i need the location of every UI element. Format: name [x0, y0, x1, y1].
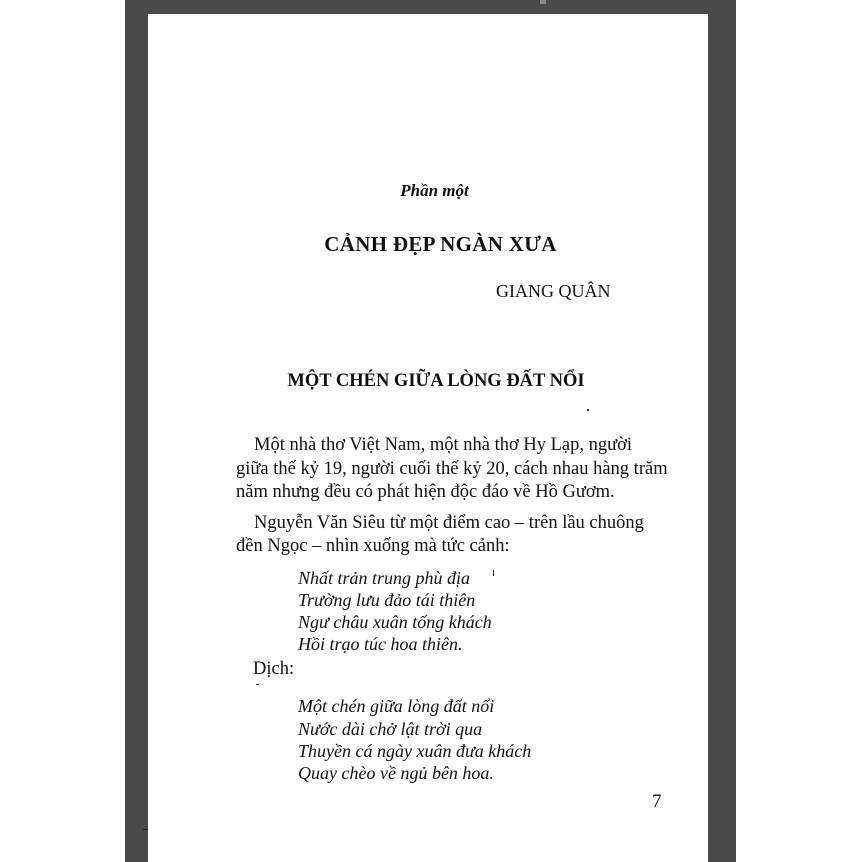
paragraph-line: đền Ngọc – nhìn xuống mà tức cảnh: [236, 536, 510, 556]
part-label: Phần một [400, 181, 469, 200]
chapter-title: MỘT CHÉN GIỮA LÒNG ĐẤT NỔI [287, 371, 585, 391]
poem-translation-line: Thuyền cá ngày xuân đưa khách [298, 741, 532, 761]
scan-speck [256, 684, 259, 685]
poem-translation-line: Nước dài chở lật trời qua [298, 719, 483, 739]
paragraph-line: Nguyễn Văn Siêu từ một điểm cao – trên lầu chuông [254, 513, 644, 533]
page-number: 7 [652, 791, 662, 812]
book-page [148, 14, 708, 862]
poem-original-line: Ngư châu xuân tống khách [298, 612, 492, 632]
scan-speck [587, 409, 589, 411]
scan-speck [493, 570, 494, 576]
paragraph-line: giữa thế kỷ 19, người cuối thế kỷ 20, cách nhau hàng trăm [236, 459, 668, 479]
poem-original-line: Hồi trạo túc hoa thiên. [298, 634, 463, 654]
paragraph-line: năm nhưng đều có phát hiện độc đáo về Hồ Gươm. [236, 482, 615, 502]
poem-translation-line: Quay chèo về ngủ bên hoa. [298, 763, 494, 783]
paragraph-line: Một nhà thơ Việt Nam, một nhà thơ Hy Lạp, người [254, 435, 633, 455]
book-title: CẢNH ĐẸP NGÀN XƯA [324, 232, 557, 256]
poem-original-line: Nhất trản trung phù địa [298, 568, 471, 588]
author-name: GIANG QUÂN [496, 281, 611, 301]
poem-original-line: Trường lưu đảo tái thiên [298, 590, 476, 610]
translation-label: Dịch: [253, 659, 295, 679]
poem-translation-line: Một chén giữa lòng đất nổi [298, 696, 495, 716]
scan-speck [143, 829, 148, 830]
frame-edge-mark [540, 0, 546, 4]
